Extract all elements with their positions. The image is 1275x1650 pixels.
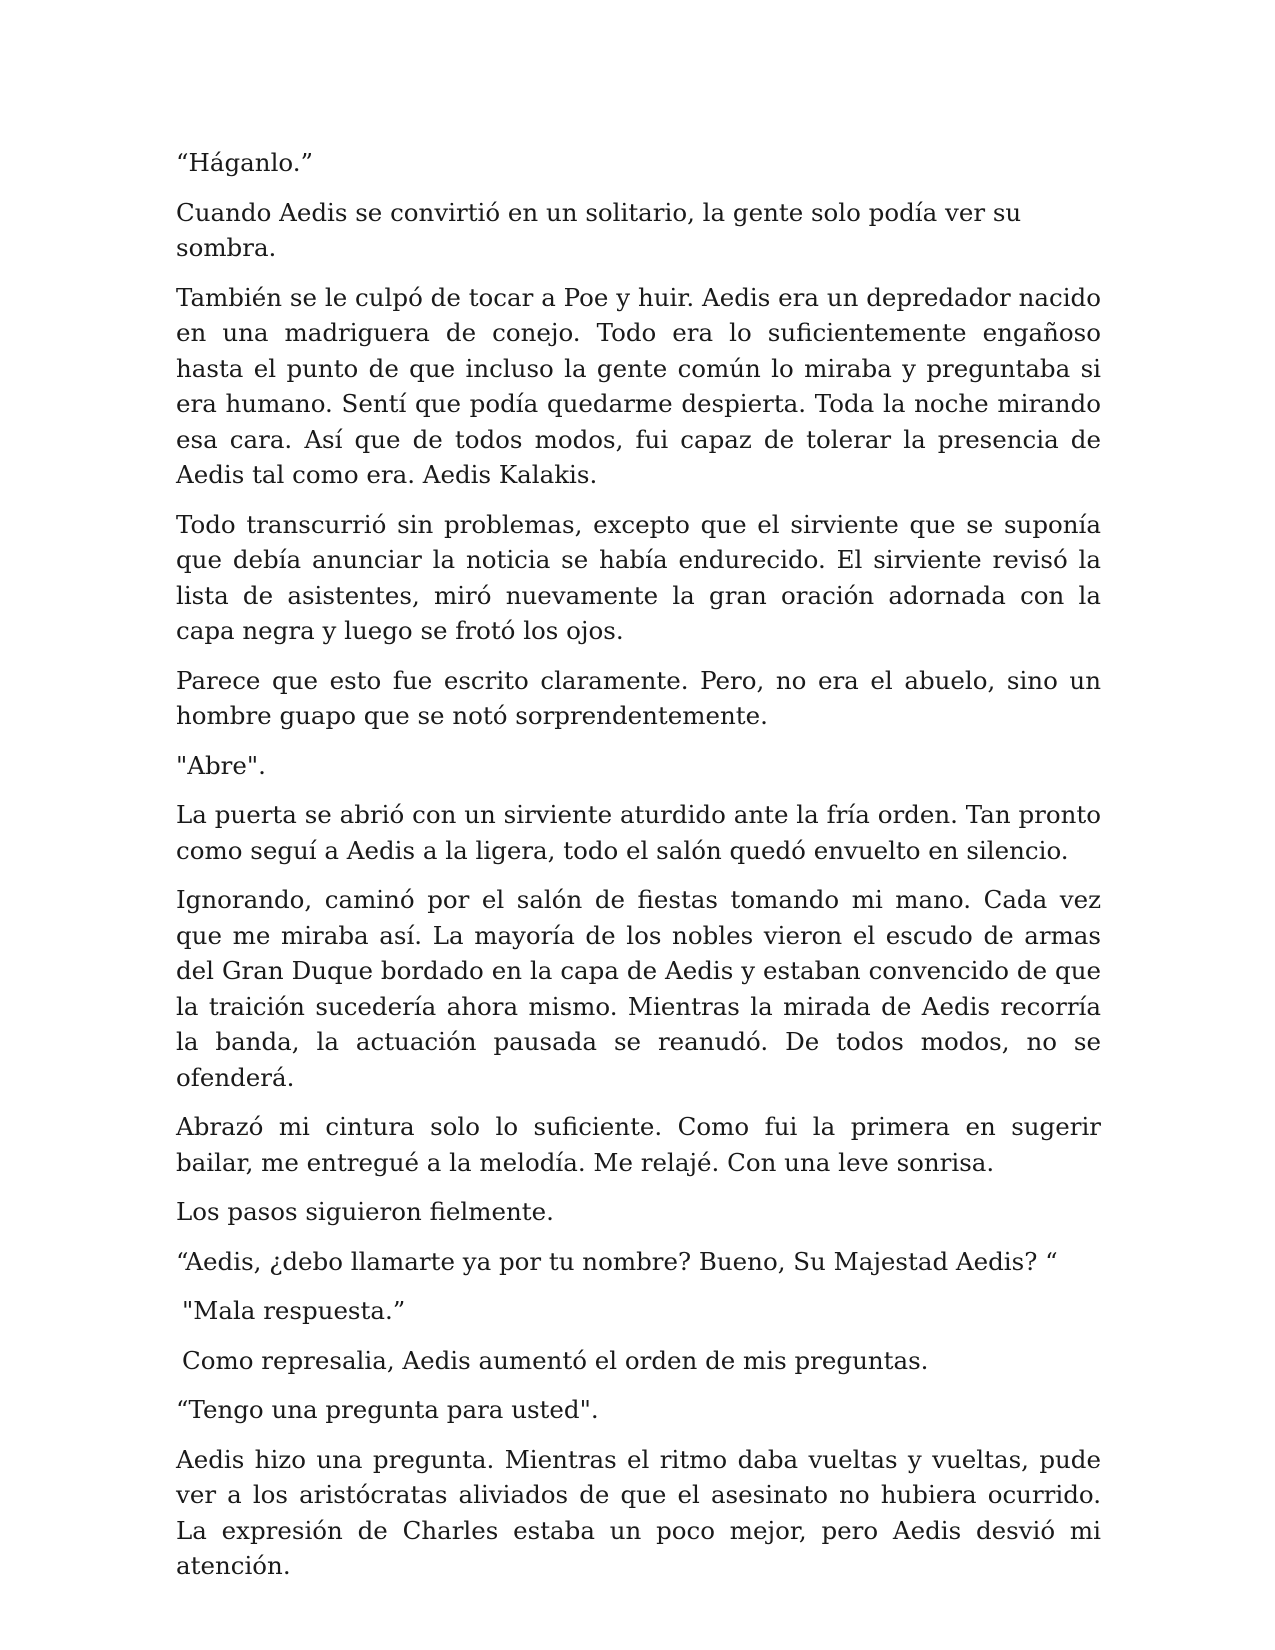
paragraph-15: Aedis hizo una pregunta. Mientras el ritmo daba vueltas y vueltas, pude ver a los aristócratas aliviados de que el asesinato no hubiera ocurrido. La expresión de Charles estaba un poco mejor, pero Aedis desvió mi atención. [176,1444,1101,1580]
paragraph-10: Los pasos siguieron fielmente. [176,1197,554,1226]
paragraph-12: "Mala respuesta.” [182,1296,406,1325]
paragraph-13: Como represalia, Aedis aumentó el orden de mis preguntas. [182,1345,929,1375]
paragraph-6: "Abre". [176,750,266,780]
paragraph-1: “Háganlo.” [176,148,314,177]
paragraph-9: Abrazó mi cintura solo lo suficiente. Como fui la primera en sugerir bailar, me entregué a la melodía. Me relajé. Con una leve sonrisa. [176,1112,1101,1177]
paragraph-7: La puerta se abrió con un sirviente aturdido ante la fría orden. Tan pronto como seguí a Aedis a la ligera, todo el salón quedó envuelto en silencio. [176,800,1101,865]
paragraph-4: Todo transcurrió sin problemas, excepto que el sirviente que se suponía que debía anunciar la noticia se había endurecido. El sirviente revisó la lista de asistentes, miró nuevamente la gran oración adornada con la capa negra y luego se frotó los ojos. [176,509,1101,645]
paragraph-2: Cuando Aedis se convirtió en un solitario, la gente solo podía ver su sombra. [176,197,1022,262]
paragraph-14: “Tengo una pregunta para usted". [176,1395,599,1424]
paragraph-3: También se le culpó de tocar a Poe y huir. Aedis era un depredador nacido en una madriguera de conejo. Todo era lo suficientemente engañoso hasta el punto de que incluso la gente común lo miraba y preguntaba si era humano. Sentí que podía quedarme despierta. Toda la noche mirando esa cara. Así que de todos modos, fui capaz de tolerar la presencia de Aedis tal como era. Aedis Kalakis. [176,282,1101,489]
paragraph-5: Parece que esto fue escrito claramente. Pero, no era el abuelo, sino un hombre guapo que se notó sorprendentemente. [176,665,1101,730]
paragraph-11: “Aedis, ¿debo llamarte ya por tu nombre? Bueno, Su Majestad Aedis? “ [176,1246,1058,1276]
document-page [176,145,1101,1598]
paragraph-8: Ignorando, caminó por el salón de fiestas tomando mi mano. Cada vez que me miraba así. La mayoría de los nobles vieron el escudo de armas del Gran Duque bordado en la capa de Aedis y estaban convencido de que la traición sucedería ahora mismo. Mientras la mirada de Aedis recorría la banda, la actuación pausada se reanudó. De todos modos, no se ofenderá. [176,885,1101,1092]
